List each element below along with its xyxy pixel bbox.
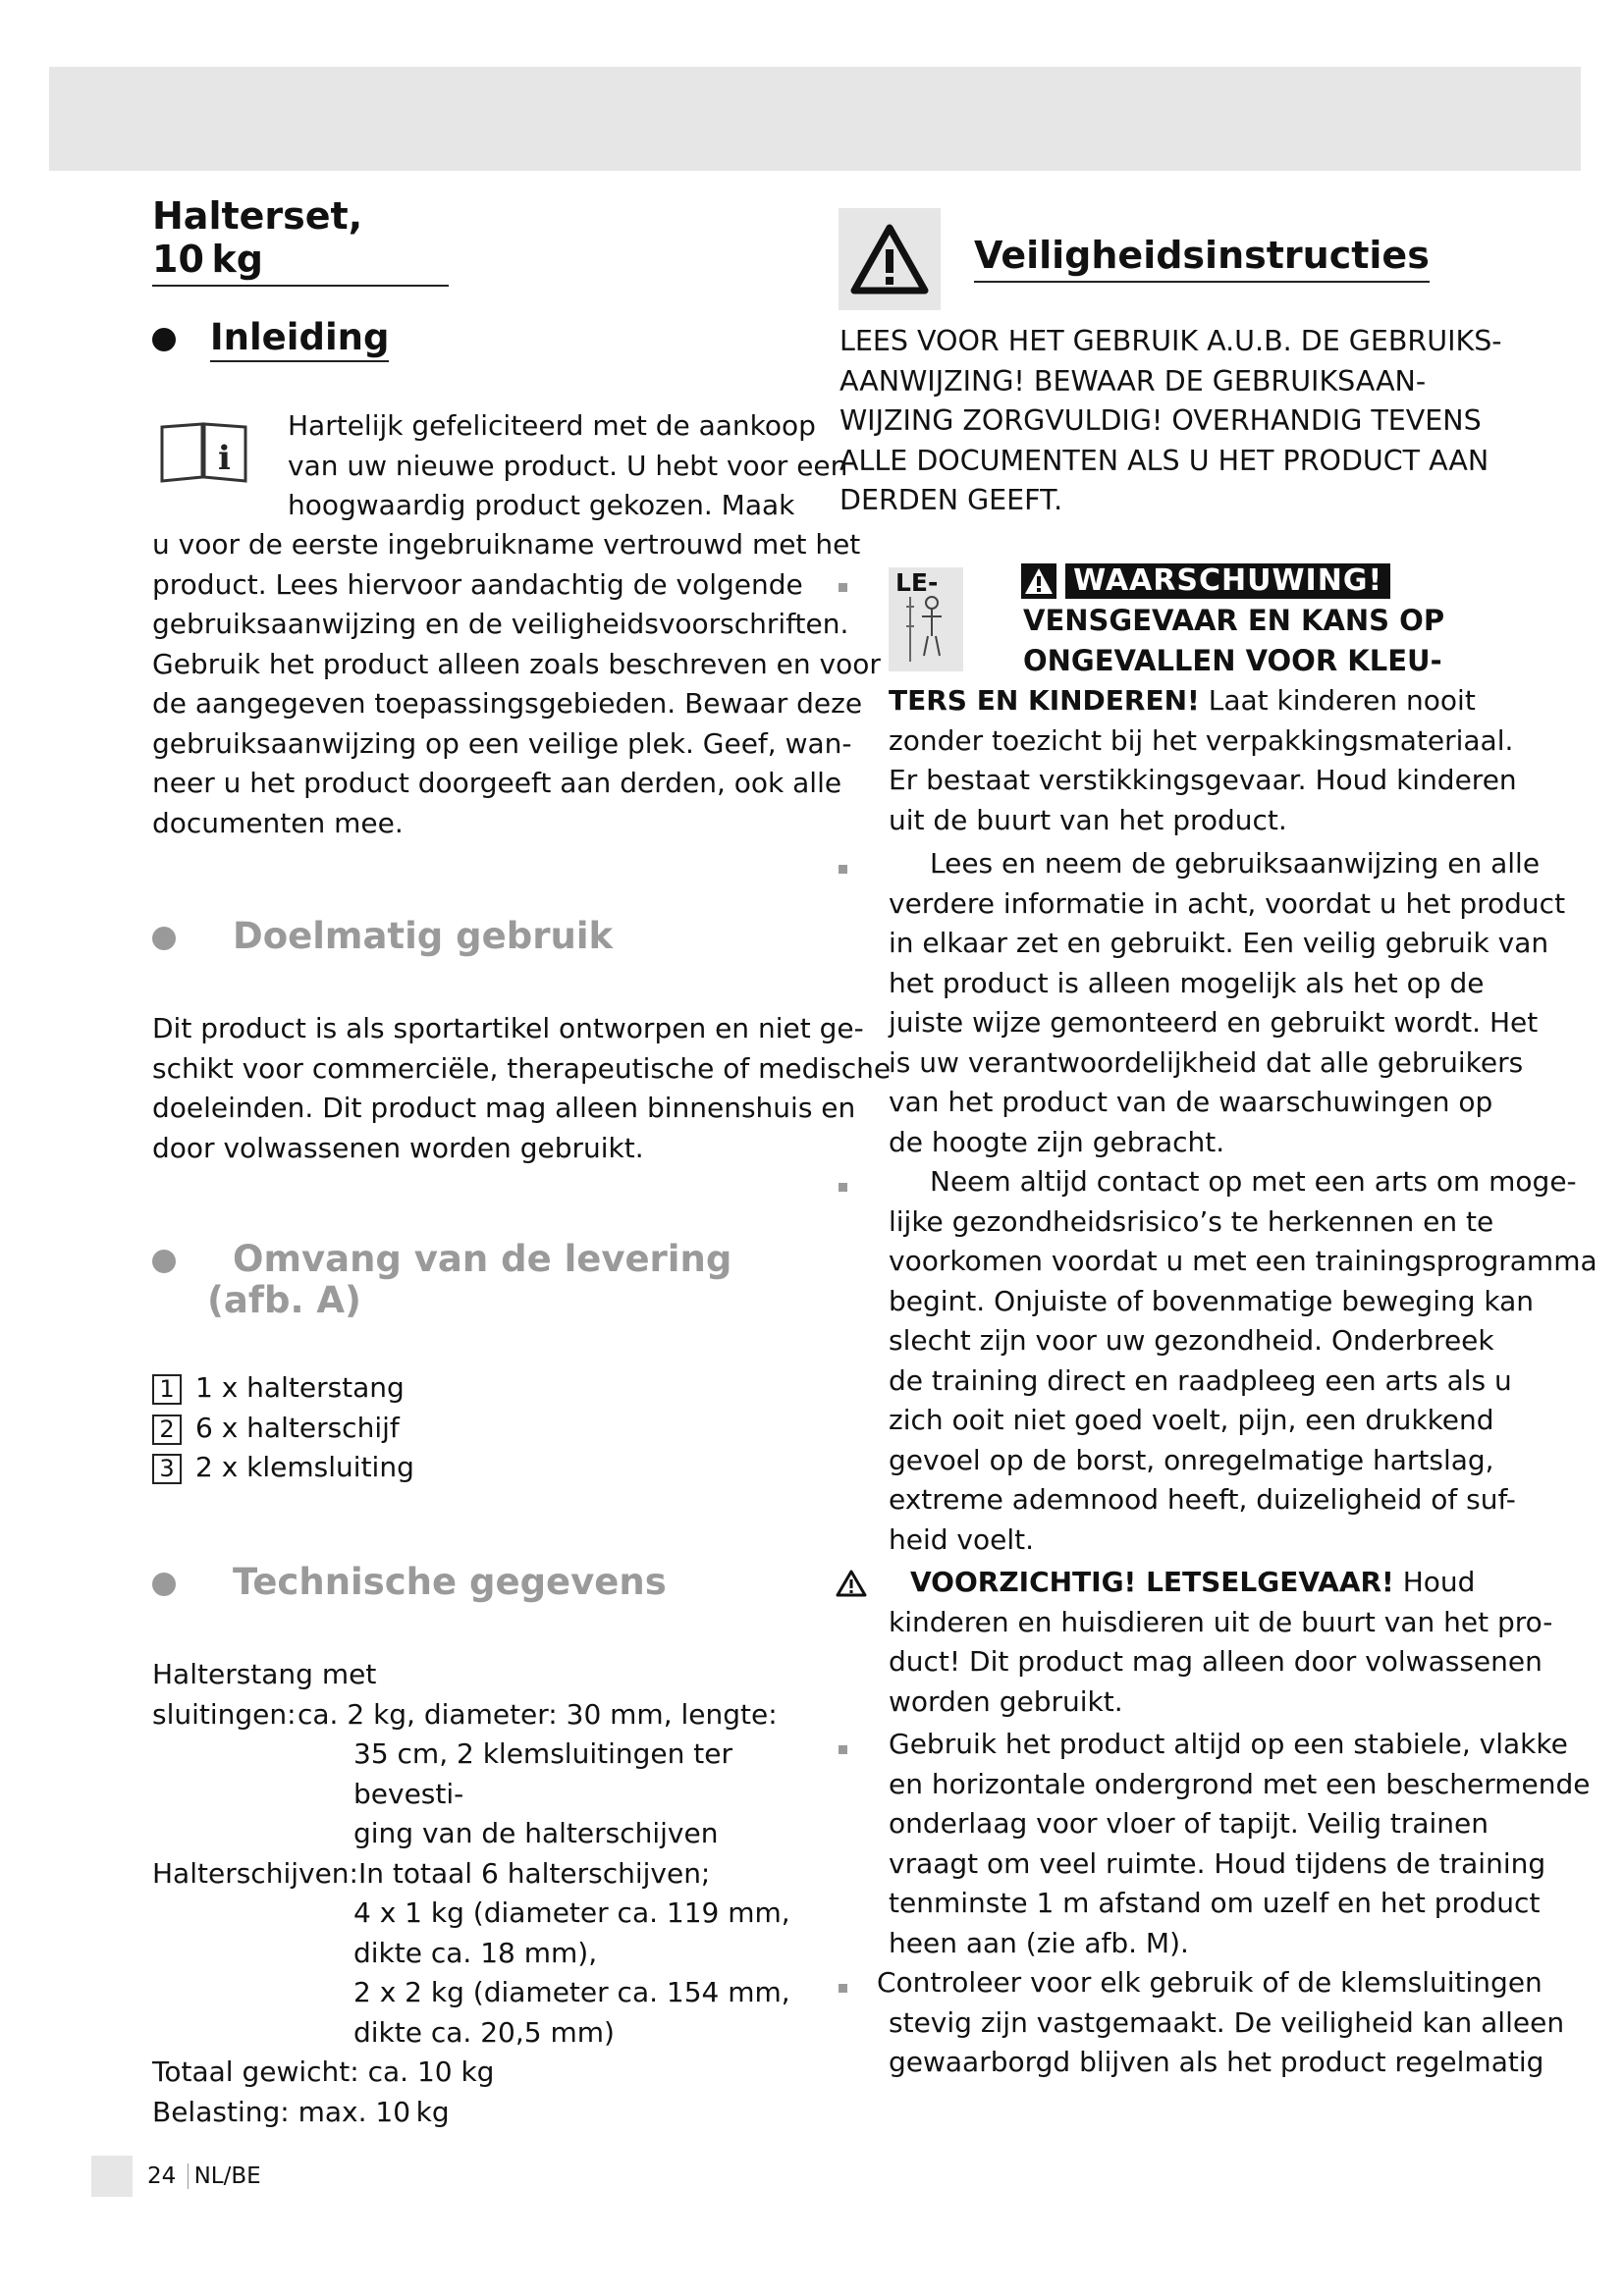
- warning-header: [1021, 563, 1390, 599]
- header-bar: [49, 67, 1581, 171]
- intro-text: u voor de eerste ingebruikname vertrouwd met het product. Lees hiervoor aandachtig de volgende gebruiksaanwijzing en de veiligheidsvoorschriften. Gebruik het product alleen zoals beschreven en voor de aangegeven toepassingsgebieden. Bewaar deze gebruiksaanwijzing op een veilige plek. Geef, wan- neer u het product doorgeeft aan derden, ook alle documenten mee.: [152, 528, 881, 839]
- intro-indented: Hartelijk gefeliciteerd met de aankoop van uw nieuwe product. U hebt voor een hoogwaardig product gekozen. Maak: [288, 409, 848, 521]
- square-bullet-icon: [839, 1745, 847, 1754]
- info-book-icon: [157, 412, 250, 489]
- bullet-dot-icon: [152, 328, 176, 351]
- heading-doelmatig: Doelmatig gebruik: [152, 915, 613, 957]
- b3-text: Neem altijd contact op met een arts om moge- lijke gezondheidsrisico’s te herkennen en te voorkomen voordat u met een trainingsprogramma begint. Onjuiste of bovenmatige beweging kan slecht zijn voor uw gezondheid. Onderbreek de training direct en raadpleeg een arts als u zich ooit niet goed voelt, pijn, een drukkend gevoel op de borst, onregelmatige hartslag, extreme ademnood heeft, duizeligheid of suf- heid voelt.: [889, 1165, 1597, 1556]
- heading-omvang: Omvang van de levering (afb. A): [152, 1239, 731, 1321]
- warning-triangle-icon: [839, 208, 941, 310]
- omvang-list: [152, 1368, 414, 1488]
- doelmatig-text: Dit product is als sportartikel ontworpen en niet ge- schikt voor commerciële, therapeutische of medische doeleinden. Dit product mag alleen binnenshuis en door volwassenen worden gebruikt.: [152, 1012, 892, 1164]
- list-item: 1 1 x halterstang: [152, 1368, 414, 1409]
- bullet-dot-icon: [152, 927, 176, 950]
- bullet-dot-icon: [152, 1250, 176, 1273]
- footer-box: [91, 2156, 133, 2197]
- technisch-table: Halterstang met sluitingen:ca. 2 kg, diameter: 30 mm, lengte: 35 cm, 2 klemsluitingen ter bevesti- ging van de halterschijven Halterschijven:In totaal 6 halterschijven; 4 x 1 kg (diameter ca. 119 mm, dikte ca. 18 mm), 2 x 2 kg (diameter ca. 154 mm, dikte ca. 20,5 mm) Totaal gewicht: ca. 10 kg Belasting: max. 10 kg: [152, 1658, 790, 2128]
- le-fragment: LE-: [895, 568, 939, 597]
- square-bullet-icon: [839, 583, 847, 592]
- b4-text: VOORZICHTIG! LETSELGEVAAR! Houd kinderen en huisdieren uit de buurt van het pro- duct! Dit product mag alleen door volwassenen worden gebruikt.: [889, 1566, 1553, 1718]
- caution-triangle-icon: [835, 1569, 868, 1602]
- heading-inleiding: Inleiding: [152, 316, 389, 362]
- caps-warning: LEES VOOR HET GEBRUIK A.U.B. DE GEBRUIKS- AANWIJZING! BEWAAR DE GEBRUIKSAAN- WIJZING ZORGVULDIG! OVERHANDIG TEVENS ALLE DOCUMENTEN ALS U HET PRODUCT AAN DERDEN GEEFT.: [839, 325, 1502, 516]
- warning-small-icon: [1021, 563, 1056, 599]
- warning-badge: WAARSCHUWING!: [1065, 563, 1390, 599]
- page-number: 24 NL/BE: [147, 2163, 261, 2189]
- square-bullet-icon: [839, 865, 847, 874]
- list-item: 2 6 x halterschijf: [152, 1409, 414, 1449]
- b5-text: Gebruik het product altijd op een stabiele, vlakke en horizontale ondergrond met een beschermende onderlaag voor vloer of tapijt. Veilig trainen vraagt om veel ruimte. Houd tijdens de training tenminste 1 m afstand om uzelf en het product heen aan (zie afb. M).: [889, 1728, 1591, 1959]
- heading-technisch: Technische gegevens: [152, 1561, 667, 1603]
- b1-text: TERS EN KINDEREN! Laat kinderen nooit zonder toezicht bij het verpakkingsmateriaal. Er bestaat verstikkingsgevaar. Houd kinderen uit de buurt van het product.: [889, 684, 1517, 836]
- b6-text: Controleer voor elk gebruik of de klemsluitingen stevig zijn vastgemaakt. De veiligheid kan alleen gewaarborgd blijven als het product regelmatig: [877, 1966, 1565, 2078]
- heading-veiligheid: Veiligheidsinstructies: [974, 234, 1430, 283]
- square-bullet-icon: [839, 1984, 847, 1993]
- bullet-dot-icon: [152, 1573, 176, 1596]
- b1-bold: VENSGEVAAR EN KANS OP ONGEVALLEN VOOR KLEU-: [1023, 604, 1445, 677]
- b2-text: Lees en neem de gebruiksaanwijzing en alle verdere informatie in acht, voordat u het product in elkaar zet en gebruikt. Een veilig gebruik van het product is alleen mogelijk als het op de juiste wijze gemonteerd en gebruikt wordt. Het is uw verantwoordelijkheid dat alle gebruikers van het product van de waarschuwingen op de hoogte zijn gebracht.: [889, 847, 1566, 1158]
- page-title: Halterset, 10 kg: [152, 194, 449, 287]
- svg-text:i: i: [218, 439, 231, 478]
- square-bullet-icon: [839, 1183, 847, 1192]
- list-item: 3 2 x klemsluiting: [152, 1448, 414, 1488]
